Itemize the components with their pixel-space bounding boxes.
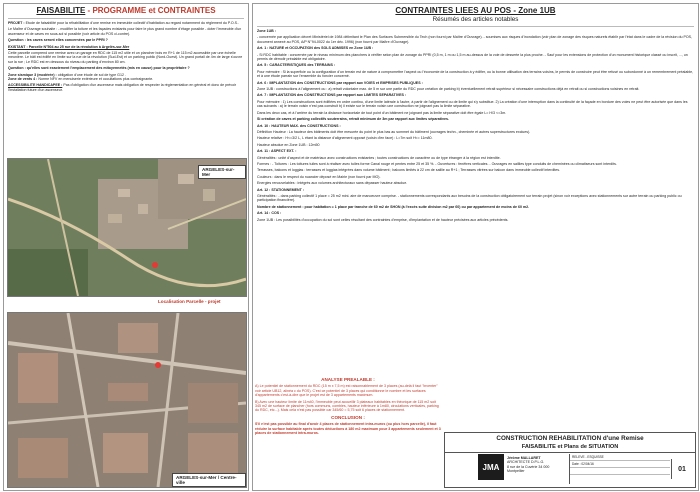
aerial-map-town[interactable]	[7, 158, 247, 297]
right-title: CONTRAINTES LIEES AU POS - Zone 1UB	[395, 6, 556, 15]
title-grid: RELEVE - ESQUISSE Date : 02/04/16	[569, 454, 670, 484]
analysis-section: ANALYSE PREALABLE : A) Le potentiel de stationnement du RDC (15 m x 7,5 m) est raisonnablement de 3 places (au-delà il faut "inventer" voir article UB12, alinéa c du POS). C'est ce potentiel de 3 places qui conditionne le nombre et les surfaces d'appartements c'est-à-dire que le projet est de 3 appartements maximum. B) Avec une hauteur limite de 11m40, l'immeuble peut accueillir 3 plateaux habitables en théorique de 115 m2 soit 345 m2 de surface de plancher (hors communs, combles, hauteur inférieure à 1m80, circulations verticales, parking du RDC, etc...). Mais cela n'est pas possible car 345/60 = 5,75 soit 6 places de stationnement. CONCLUSION : S'il n'est pas possible au final d'avoir 4 places de stationnement intra-muros (ou plus hors parcelle), il faut réduire la surface habitable après toutes déductions à 180 m2 maximum pour 3 appartements seulement et 3 places de stationnement intra-muros.	[255, 377, 441, 436]
left-panel	[3, 3, 249, 491]
left-text: PROJET : Etude de faisabilité pour la réhabilitation d'une remise en immeuble collectif d'habitation au regard notamment du règlement du P.O.S.. Le Maître d'Ouvrage souhaite : - modifier la toiture et les façades existants pour faire le plus grand nombre d'étage possible - doter l'immeuble d'un ascenseur et de caves en sous-sol si possible (voir article du POS ci-contre). Question : les caves seront elles concernées par le PPRI ? EXISTANT : Parcelle N°504 au 25 rue de la révolution à Argelès-sur-Mer Cette parcelle comprend une remise avec un garage en RDC de 115 m2 utile et un plancher bois en R+1 de 115 m2 accessible par une échelle meunière. Le bâti est édifié en limite sur la rue de la révolution (Sud-Est) et un parking public (Nord-Ouest). Un grand portail de 4m de large s'ouvre sur la rue ; Le RDC est en dessous du niveau du parking d'environ 80 cm. Question : qu'elles sont exactement l'emplacement des mitoyennetés (mis en cause) pour la propriétaire ? Zone sismique 3 (modérée) : obligation d'une étude de sol de type G12 . Zone de vents 4 : Norme NFV en menuiserie extérieure et occultations plus contraignante. ACCESSIBILITE HANDICAPEE : Pas d'obligation d'un ascenseur mais obligation de respecter la réglementation en général et donc de prévoir l'installation future d'un ascenseur.	[8, 21, 243, 92]
location-label: Localisation Parcelle - projet	[158, 299, 221, 304]
architect-logo: JMA	[478, 454, 504, 480]
title-line-2: FAISABILITE et Plans de SITUATION	[521, 444, 619, 450]
right-subtitle: Résumés des articles notables	[432, 16, 519, 23]
title-block	[444, 432, 696, 488]
map2-label: ARGELES-sur-Mer / Centre-ville	[172, 473, 246, 487]
architect-info: Jérôme MALLARET ARCHITECTE D.P.L.G. 8 rue de la Cuvérie 34 000 Montpellier	[507, 456, 550, 474]
title-line-1: CONSTRUCTION REHABILITATION d'une Remise	[496, 435, 644, 442]
left-title: FAISABILITE - PROGRAMME et CONTRAINTES	[36, 6, 216, 15]
page-number: 01	[671, 459, 692, 479]
aerial-map-city-center[interactable]	[7, 312, 247, 488]
map1-label: ARGELES-sur-Mer	[198, 165, 246, 179]
right-text: Zone 1UB : - concernée par application décret Ministériel de 1984 délimitant le Plan des Surfaces Submersible du Tech (non fourni par Maître d'Ouvrage). - soumises aux risques d'inondation (voir plan de zonage des risques naturels établir par l'état dans le cadre de la révision du POS, document annexé au POS, A/P N°94-0022 du 1er déc. 1996) (non fourni par Maître d'Ouvrage). Art. 1 : NATURE et OCCUPATION des SOLS ADMISES en Zone 1UB : - Si RDC habitable : concernée par le niveau minimum des planchers à vérifier selon plan de zonage du PPRI (0,5 m, 1 m ou 1,5 m au-dessus de la voie de desserte la plus proche. - Sauf pour les extensions de protection d'un monument historique classé ou inscrit, ..., un permis de démolir préalable est obligatoire. Art. 5 : CARACTERISTIQUES des TERRAINS : Pour mémoire : Si la superficie ou la configuration d'un terrain est de nature à compromettre l'aspect ou l'économie de la construction à y édifier, ou la bonne utilisation des terrains voisins, le permis de construire peut être refusé ou subordonné à un remembrement préalable, et à une étude parrain sur l'ensemble du foncier concerné. Art. 6 : IMPLANTATION des CONSTRUCTIONS par rapport aux VOIES et EMPRISES PUBLIQUES : Zone 1UB : constructions à l'alignement ou : a) retrait volontaire max. de 5 m sur une partie du RDC pour création de parking b) éventuellement retrait supérieur si nécessaire constructions déjà en retrait ou si constructions voisines en retrait. Art. 7 : IMPLANTATION des CONSTRUCTIONS par rapport aux LIMITES SEPARATIVES : Pour mémoire : 1) Les constructions sont édifiées en ordre continu, d'une limite latérale à l'autre, à partir de l'alignement ou de limite qui s'y substitue. 2) La création d'une interruption dans la continuité de la façade en bordure des voies ne peut être autorisée que dans les cas suivants : a) le terrain voisin n'est pas construit b) il existe sur le terrain voisin une construction ne joignant pas la limite séparative. Dans les deux cas, et à l'arrière du terrain la distance horizontale de tout point d'un bâtiment ne joignant pas la limite séparative doit être égale L= H/3 <=3m. Si création de caves et parking collectifs souterrains, retrait minimum de 3m par rapport aux limites séparatives. Art. 10 : HAUTEUR MAX. des CONSTRUCTIONS : Définition Hauteur : La hauteur des bâtiments doit être mesurée du point le plus bas au sommet du bâtiment (ouvrages techn., cheminée et autres superstructures exclues). Hauteur relative : H<=3/2 L, L étant la distance d'alignement opposé (voisin d'en face) : L=7m soit H<= 11m80. Hauteur absolue en Zone 1UB : 12m50 Art. 11 : ASPECT EXT. : Généralités : unité d'aspect et de matériaux avec constructions existantes ; toutes constructions de caractère ou de type étranger à la région est interdite. Formes : - Toitures : Les toitures tuiles sont à réaliser avec tuiles forme Canal rouge et pentes entre 25 et 35 %. - Ouvertures : fenêtres verticales. - Ouvrages en saillies type conduits de cheminées ou climatiseurs sont interdits. Terrasses, balcons et loggias : terrasses et loggias intégrées dans volume bâtiment ; balcons limités à 22 cm de saillie au R+1 ; Terrasses vitrées sur balcon dans immeuble collectif interdites. Couleurs : dans le respect du nuancier déposé en Mairie (non fourni par MO). Energies renouvelables : intégrés aux volumes architecturaux sans dépasser hauteur absolue. Art. 12 : STATIONNEMENT : Généralités : - dans parking collectif 1 place = 25 m2 mini. aire de manoeuvre comprise. - stationnements correspondants aux besoins de la construction obligatoirement sur terrain projet (sinon voir exceptions avec stationnements sur autre terrain ou parking public ou participation financière). Nombre de stationnement : pour habitation = 1 place par tranche de 60 m2 de SHON (à l'excès suite division m2 par 60) ou par appartement de moins de 60 m2. Art. 14 : COS : Zone 1UB : Les possibilités d'occupation du sol sont celles résultant des contraintes d'emprise, d'implantation et de hauteur précisées aux articles précédents.	[257, 29, 694, 222]
